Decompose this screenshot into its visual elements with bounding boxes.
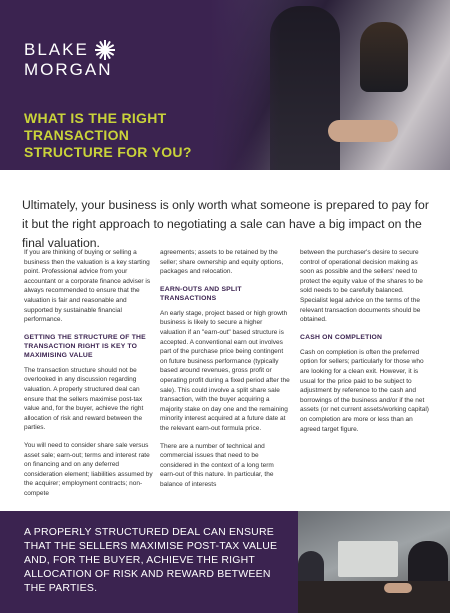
paragraph: An early stage, project based or high growth business is likely to secure a higher valuation if an "earn-out" based structure is accepted. A conventional earn out involves part of the purchase price being contingent on future business performance (typically based around revenues, gross profit or operating profit during a fixed period after the sale). This could involve a split share sale transaction, with the buyer acquiring a majority stake on day one and the remaining minority interest acquired at a future date at the relevant earn-out formula price.	[160, 309, 290, 432]
header-banner	[0, 0, 450, 170]
paragraph: Cash on completion is often the preferred option for sellers; particularly for those who are looking for a clean exit. However, it is usual for the price paid to be subject to adjustment by reference to the cash and borrowings of the business and/or if the net assets (or net current assets/working capital) on completion are more or less than an agreed target figure.	[300, 348, 429, 433]
background-person	[360, 22, 408, 92]
section-heading: GETTING THE STRUCTURE OF THE TRANSACTION RIGHT IS KEY TO MAXIMISING VALUE	[24, 333, 146, 359]
section-heading: EARN-OUTS AND SPLIT TRANSACTIONS	[160, 285, 242, 302]
logo-word-blake: BLAKE	[24, 40, 89, 59]
paragraph: There are a number of technical and commercial issues that need to be considered in the context of a long term earn-out of this nature. In particular, the balance of interests	[160, 442, 274, 488]
column-2	[160, 248, 290, 497]
logo-word-morgan: MORGAN	[24, 60, 113, 79]
businessman-figure	[270, 6, 340, 170]
paragraph: agreements; assets to be retained by the seller; share ownership and equity options, packages and relocation.	[160, 249, 284, 276]
blake-morgan-logo	[24, 40, 115, 80]
column-1	[24, 248, 154, 506]
paragraph: between the purchaser's desire to secure control of operational decision making as soon as possible and the sellers' need to protect the equity value of the shares to be sold needs to be carefully balanced. Specialist legal advice on the terms of the relevant transaction documents should be obtained.	[300, 249, 423, 324]
page-title: WHAT IS THE RIGHT TRANSACTION STRUCTURE FOR YOU?	[24, 110, 192, 160]
column-3	[300, 248, 430, 442]
footer-banner	[0, 511, 450, 613]
handshake	[328, 120, 398, 142]
section-heading: CASH ON COMPLETION	[300, 333, 383, 341]
handshake-photo	[210, 0, 450, 170]
paragraph: If you are thinking of buying or selling a business then the valuation is a key starting point. Professional advice from your accountant or a corporate finance adviser is always recommended to ensure that the valuation is fair and reasonable and supported by sustainable financial performance.	[24, 249, 151, 324]
laptop-screen	[338, 541, 398, 577]
pull-quote: A PROPERLY STRUCTURED DEAL CAN ENSURE THAT THE SELLERS MAXIMISE POST-TAX VALUE AND, FOR THE BUYER, ACHIEVE THE RIGHT ALLOCATION OF RISK AND REWARD BETWEEN THE PARTIES.	[24, 526, 278, 594]
meeting-photo	[298, 511, 450, 613]
paragraph: You will need to consider share sale versus asset sale; earn-out; terms and interest rate on financing and on any deferred consideration element; liabilities assumed by the acquirer; employment contracts; non-compete	[24, 441, 153, 497]
intro-paragraph: Ultimately, your business is only worth what someone is prepared to pay for it but the right approach to negotiating a sale can have a big impact on the final valuation.	[22, 198, 429, 250]
logo-starburst-icon	[95, 40, 115, 60]
paragraph: The transaction structure should not be overlooked in any discussion regarding valuation. A properly structured deal can ensure that the sellers maximise post-tax value and, for the buyer, achieve the right allocation of risk and reward between the parties.	[24, 366, 144, 432]
